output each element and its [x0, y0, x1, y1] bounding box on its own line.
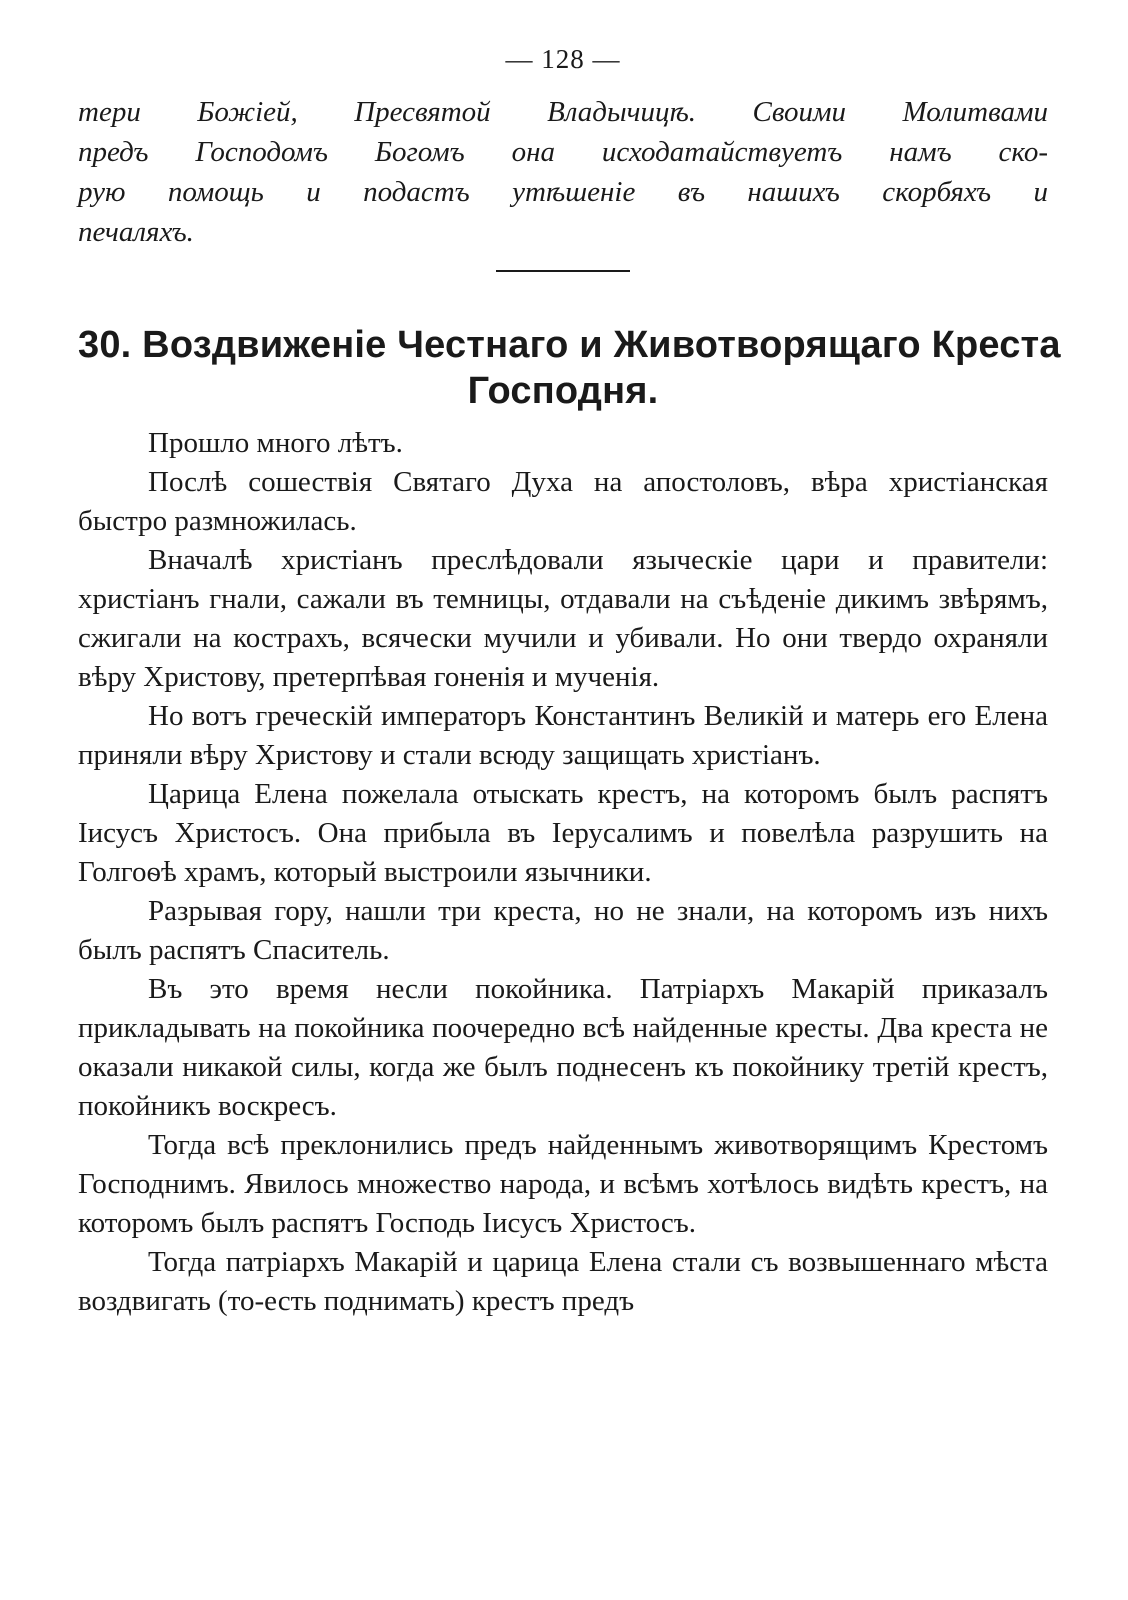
paragraph: Царица Елена пожелала отыскать крестъ, на которомъ былъ распятъ Іисусъ Христосъ. Она прибыла въ Іерусалимъ и повелѣла разрушить на Голгоѳѣ храмъ, который выстроили язычники.: [78, 778, 1048, 888]
section-body: [78, 424, 1048, 1321]
paragraph: Послѣ сошествія Святаго Духа на апостоловъ, вѣра христіанская быстро размножилась.: [78, 466, 1048, 537]
page-number: — 128 —: [505, 44, 621, 74]
section-heading: [78, 322, 1061, 414]
intro-line: рую помощь и подастъ утѣшеніе въ нашихъ скорбяхъ и: [78, 176, 1048, 208]
paragraph: Вначалѣ христіанъ преслѣдовали языческіе цари и правители: христіанъ гнали, сажали въ темницы, отдавали на съѣденіе дикимъ звѣрямъ, сжигали на кострахъ, всячески мучили и убивали. Но они твердо охраняли вѣру Христову, претерпѣвая гоненія и мученія.: [78, 544, 1048, 693]
section-divider: [496, 270, 630, 272]
paragraph: Но вотъ греческій императоръ Константинъ Великій и матерь его Елена приняли вѣру Христову и стали всюду защищать христіанъ.: [78, 700, 1048, 771]
intro-line: тери Божіей, Пресвятой Владычицѣ. Своими Молитвами: [78, 96, 1048, 128]
section-heading-line: Господня.: [467, 370, 659, 412]
paragraph: Разрывая гору, нашли три креста, но не знали, на которомъ изъ нихъ былъ распятъ Спаситель.: [78, 895, 1048, 966]
intro-line: печаляхъ.: [78, 216, 194, 248]
paragraph: Тогда всѣ преклонились предъ найденнымъ животворящимъ Крестомъ Господнимъ. Явилось множество народа, и всѣмъ хотѣлось видѣть крестъ, на которомъ былъ распятъ Господь Іисусъ Христосъ.: [78, 1129, 1048, 1239]
paragraph: Въ это время несли покойника. Патріархъ Макарій приказалъ прикладывать на покойника поочередно всѣ найденные кресты. Два креста не оказали никакой силы, когда же былъ поднесенъ къ покойнику третій крестъ, покойникъ воскресъ.: [78, 973, 1048, 1122]
section-heading-line: 30. Воздвиженіе Честнаго и Животворящаго Креста: [78, 324, 1061, 366]
paragraph: Тогда патріархъ Макарій и царица Елена стали съ возвышеннаго мѣста воздвигать (то-есть поднимать) крестъ предъ: [78, 1246, 1048, 1317]
intro-line: предъ Господомъ Богомъ она исходатайствуетъ намъ ско-: [78, 136, 1048, 168]
intro-paragraph: [78, 92, 1048, 252]
paragraph: Прошло много лѣтъ.: [148, 427, 403, 459]
